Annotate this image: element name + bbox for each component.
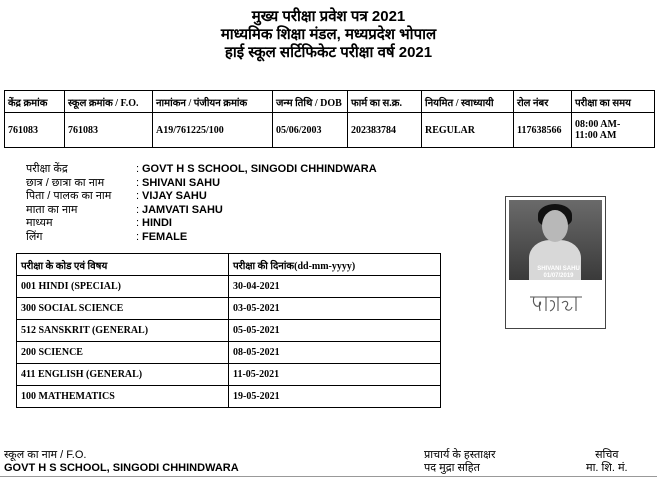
photo-image xyxy=(509,200,602,280)
header-center-code: केंद्र क्रमांक xyxy=(5,91,65,113)
subject-date: 11-05-2021 xyxy=(229,364,441,386)
header-enrollment: नामांकन / पंजीयन क्रमांक xyxy=(153,91,273,113)
photo-caption-name: SHIVANI SAHU xyxy=(537,266,580,272)
divider xyxy=(0,476,657,477)
father-name: VIJAY SAHU xyxy=(142,190,207,202)
center-value: GOVT H S SCHOOL, SINGODI CHHINDWARA xyxy=(142,163,377,175)
photo-caption-date: 01/07/2019 xyxy=(543,273,574,279)
subject-name: 100 MATHEMATICS xyxy=(17,386,229,408)
table-header-row xyxy=(5,91,655,113)
table-row xyxy=(17,298,441,320)
status-value: REGULAR xyxy=(422,113,514,148)
subject-name: 512 SANSKRIT (GENERAL) xyxy=(17,320,229,342)
table-row xyxy=(17,364,441,386)
info-row-gender: लिंग : FEMALE xyxy=(26,230,188,243)
info-row-medium: माध्यम : HINDI xyxy=(26,217,172,229)
candidate-photo xyxy=(505,196,606,329)
schedule-header-row xyxy=(17,254,441,276)
father-label: पिता / पालक का नाम xyxy=(26,190,112,202)
info-row-father: पिता / पालक का नाम : VIJAY SAHU xyxy=(26,190,207,202)
exam-schedule-table xyxy=(16,253,441,408)
gender-value: FEMALE xyxy=(142,230,188,243)
subject-name: 001 HINDI (SPECIAL) xyxy=(17,276,229,298)
gender-label: लिंग xyxy=(26,230,43,243)
subject-name: 300 SOCIAL SCIENCE xyxy=(17,298,229,320)
subject-date: 05-05-2021 xyxy=(229,320,441,342)
student-label: छात्र / छात्रा का नाम xyxy=(26,176,105,189)
school-code-value: 761083 xyxy=(65,113,153,148)
subject-date: 08-05-2021 xyxy=(229,342,441,364)
center-code-value: 761083 xyxy=(5,113,65,148)
dob-value: 05/06/2003 xyxy=(273,113,348,148)
board-name: माध्यमिक शिक्षा मंडल, मध्यप्रदेश भोपाल xyxy=(220,26,437,43)
header-school-code: स्कूल क्रमांक / F.O. xyxy=(65,91,153,113)
school-label: स्कूल का नाम / F.O. xyxy=(4,449,87,461)
mother-label: माता का नाम xyxy=(26,203,78,216)
candidate-signature xyxy=(526,289,586,317)
subject-name: 200 SCIENCE xyxy=(17,342,229,364)
medium-label: माध्यम xyxy=(26,217,53,229)
subject-date: 03-05-2021 xyxy=(229,298,441,320)
header-exam-date: परीक्षा की दिनांक(dd-mm-yyyy) xyxy=(229,254,441,276)
roll-no-value: 117638566 xyxy=(514,113,572,148)
header-subject: परीक्षा के कोड एवं विषय xyxy=(17,254,229,276)
exam-name: हाई स्कूल सर्टिफिकेट परीक्षा वर्ष 2021 xyxy=(224,44,433,61)
center-label: परीक्षा केंद्र xyxy=(26,163,68,175)
table-row xyxy=(17,342,441,364)
table-row xyxy=(17,386,441,408)
subject-date: 30-04-2021 xyxy=(229,276,441,298)
subject-name: 411 ENGLISH (GENERAL) xyxy=(17,364,229,386)
principal-line2: पद मुद्रा सहित xyxy=(424,462,480,474)
subject-date: 19-05-2021 xyxy=(229,386,441,408)
student-name: SHIVANI SAHU xyxy=(142,176,221,189)
header-status: नियमित / स्वाध्यायी xyxy=(422,91,514,113)
school-block xyxy=(4,449,239,475)
principal-signature-block xyxy=(424,449,496,475)
header-exam-time: परीक्षा का समय xyxy=(572,91,655,113)
header-form-no: फार्म का स.क्र. xyxy=(348,91,422,113)
form-no-value: 202383784 xyxy=(348,113,422,148)
principal-line1: प्राचार्य के हस्ताक्षर xyxy=(424,449,496,461)
table-row xyxy=(17,320,441,342)
card-title: मुख्य परीक्षा प्रवेश पत्र 2021 xyxy=(251,8,406,25)
candidate-info xyxy=(26,163,377,244)
header-roll-no: रोल नंबर xyxy=(514,91,572,113)
enrollment-value: A19/761225/100 xyxy=(153,113,273,148)
secretary-line1: सचिव xyxy=(595,449,619,461)
secretary-line2: मा. शि. मं. xyxy=(586,462,628,474)
secretary-block xyxy=(586,449,628,475)
table-row xyxy=(5,113,655,148)
header-dob: जन्म तिथि / DOB xyxy=(273,91,348,113)
table-row xyxy=(17,276,441,298)
info-row-student: छात्र / छात्रा का नाम : SHIVANI SAHU xyxy=(26,176,221,189)
info-row-mother: माता का नाम : JAMVATI SAHU xyxy=(26,203,223,216)
info-row-center: परीक्षा केंद्र : GOVT H S SCHOOL, SINGODI CHHINDWARA xyxy=(26,163,377,175)
medium-value: HINDI xyxy=(142,217,172,229)
exam-time-value: 08:00 AM- 11:00 AM xyxy=(572,113,655,148)
school-name: GOVT H S SCHOOL, SINGODI CHHINDWARA xyxy=(4,462,239,474)
candidate-details-table xyxy=(4,90,655,148)
mother-name: JAMVATI SAHU xyxy=(142,203,223,216)
